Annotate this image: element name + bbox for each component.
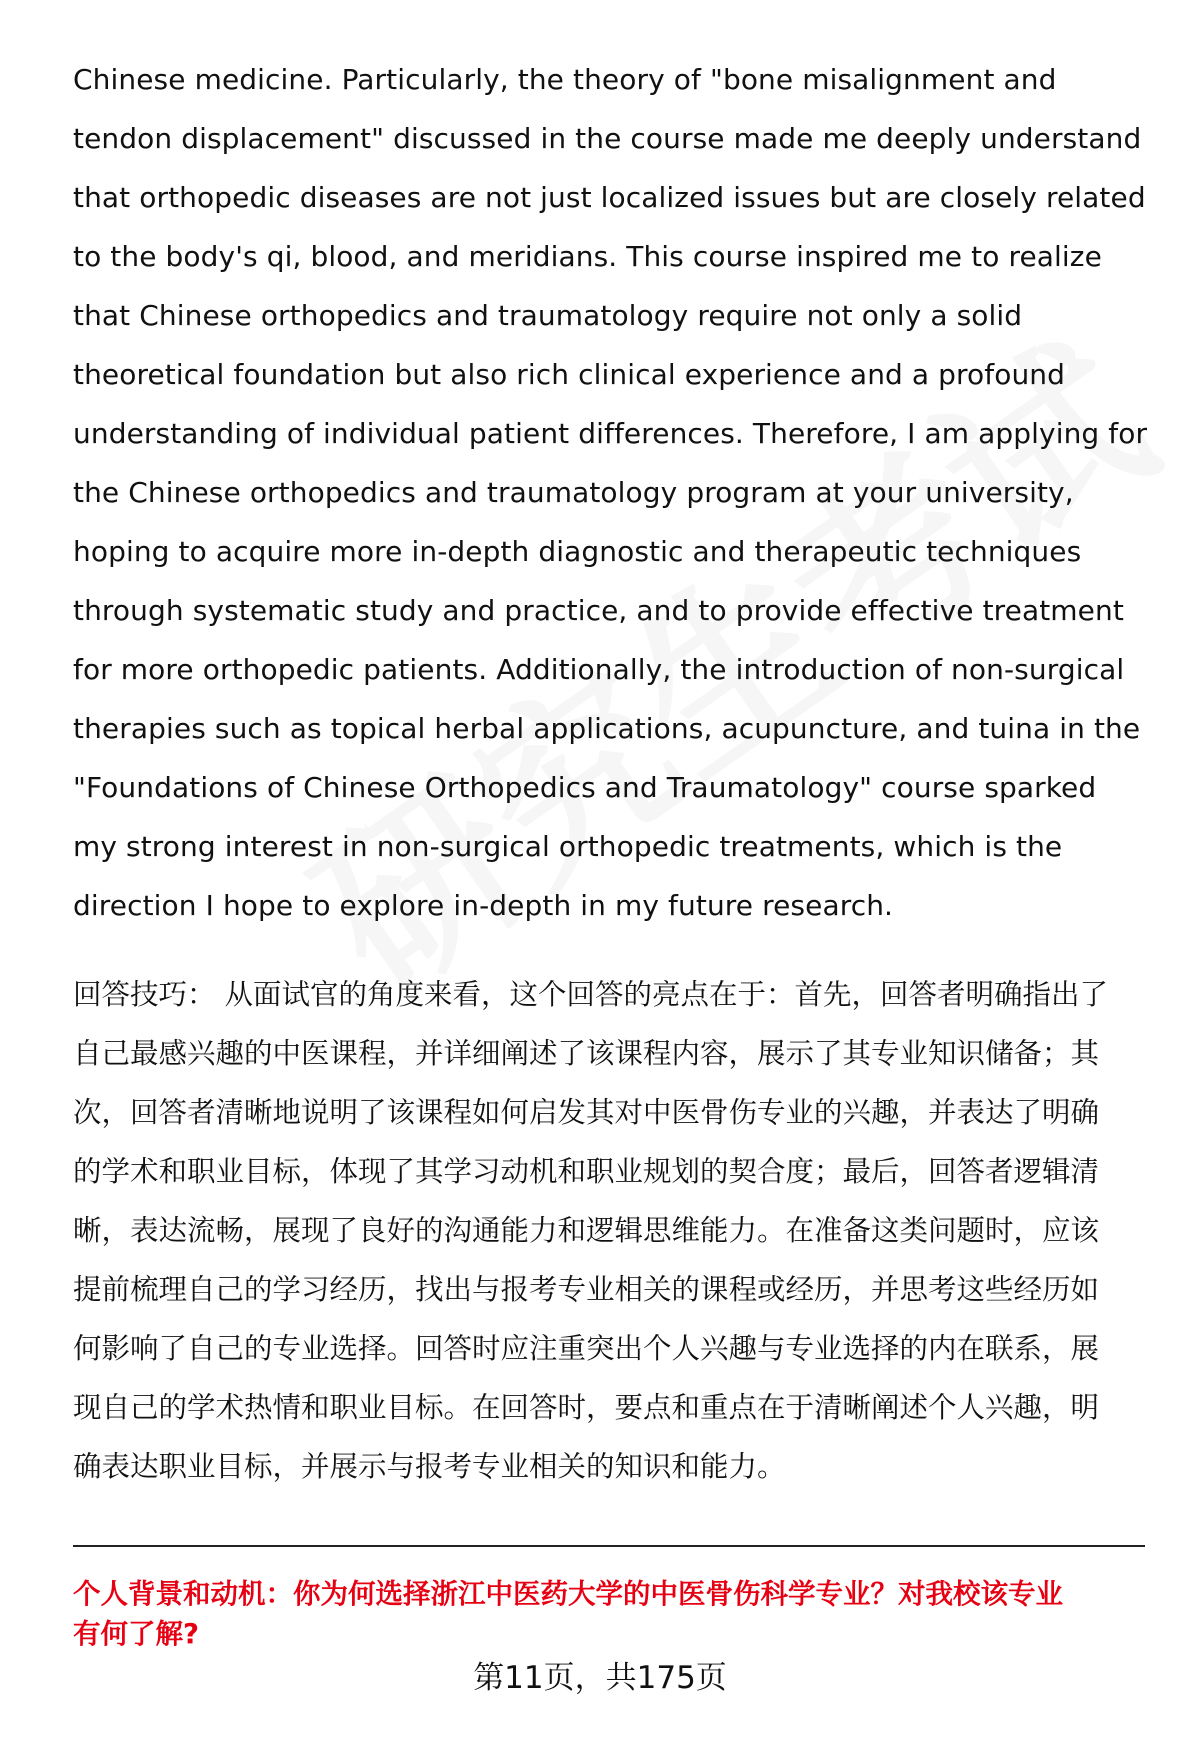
heading-line: 个人背景和动机：你为何选择浙江中医药大学的中医骨伤科学专业？对我校该专业: [73, 1578, 1063, 1610]
text-line: understanding of individual patient differences. Therefore, I am applying for: [73, 417, 1148, 450]
page-number: 第11页，共175页: [473, 1660, 727, 1696]
text-line: 现自己的学术热情和职业目标。在回答时，要点和重点在于清晰阐述个人兴趣，明: [73, 1391, 1100, 1424]
text-line: my strong interest in non-surgical orthopedic treatments, which is the: [73, 830, 1063, 863]
heading-line: 有何了解?: [73, 1618, 199, 1650]
text-line: 提前梳理自己的学习经历，找出与报考专业相关的课程或经历，并思考这些经历如: [73, 1273, 1100, 1306]
text-line: 何影响了自己的专业选择。回答时应注重突出个人兴趣与专业选择的内在联系，展: [73, 1332, 1100, 1365]
text-line: 确表达职业目标，并展示与报考专业相关的知识和能力。: [73, 1450, 786, 1483]
text-line: 晰，表达流畅，展现了良好的沟通能力和逻辑思维能力。在准备这类问题时，应该: [73, 1214, 1100, 1247]
text-line: direction I hope to explore in-depth in my future research.: [73, 889, 894, 922]
text-line: 的学术和职业目标，体现了其学习动机和职业规划的契合度；最后，回答者逻辑清: [73, 1155, 1100, 1188]
text-line: theoretical foundation but also rich clinical experience and a profound: [73, 358, 1066, 391]
text-line: "Foundations of Chinese Orthopedics and Traumatology" course sparked: [73, 771, 1097, 804]
text-line: the Chinese orthopedics and traumatology program at your university,: [73, 476, 1074, 509]
section-divider: [73, 1545, 1145, 1547]
text-line: 自己最感兴趣的中医课程，并详细阐述了该课程内容，展示了其专业知识储备；其: [73, 1037, 1100, 1070]
text-line: hoping to acquire more in-depth diagnostic and therapeutic techniques: [73, 535, 1082, 568]
text-line: tendon displacement" discussed in the course made me deeply understand: [73, 122, 1142, 155]
text-line: Chinese medicine. Particularly, the theory of "bone misalignment and: [73, 63, 1057, 96]
english-answer-paragraph: [73, 50, 1148, 935]
next-question-heading: [73, 1574, 1148, 1654]
text-line: that orthopedic diseases are not just localized issues but are closely related: [73, 181, 1146, 214]
text-line: through systematic study and practice, and to provide effective treatment: [73, 594, 1124, 627]
answer-tips-paragraph: [73, 965, 1148, 1496]
text-line: therapies such as topical herbal applications, acupuncture, and tuina in the: [73, 712, 1141, 745]
text-line: for more orthopedic patients. Additionally, the introduction of non-surgical: [73, 653, 1125, 686]
text-line: that Chinese orthopedics and traumatology require not only a solid: [73, 299, 1023, 332]
text-line: to the body's qi, blood, and meridians. This course inspired me to realize: [73, 240, 1102, 273]
text-line: 回答技巧： 从面试官的角度来看，这个回答的亮点在于：首先，回答者明确指出了: [73, 978, 1109, 1011]
text-line: 次，回答者清晰地说明了该课程如何启发其对中医骨伤专业的兴趣，并表达了明确: [73, 1096, 1100, 1129]
